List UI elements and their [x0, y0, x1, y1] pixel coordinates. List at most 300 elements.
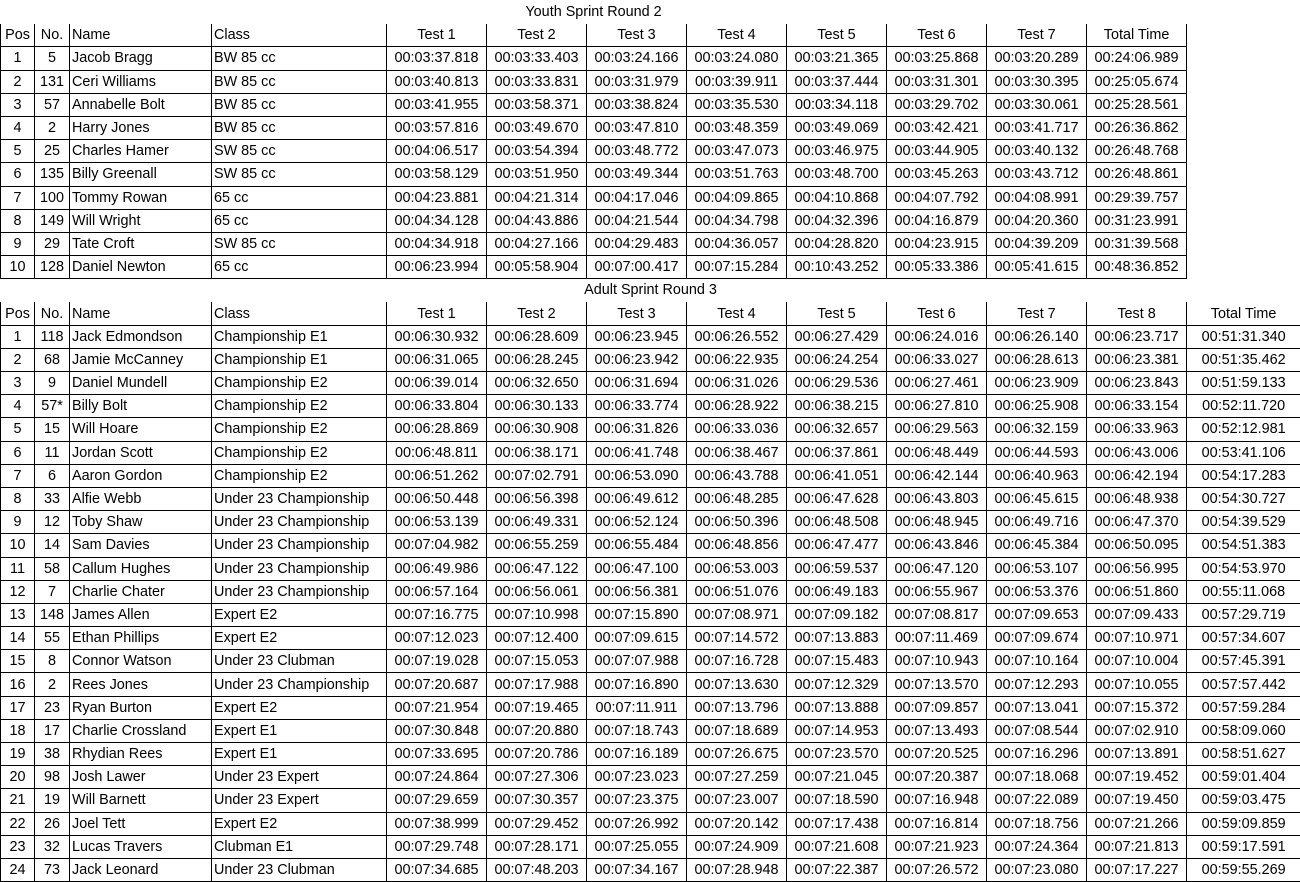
- table-cell: 00:07:07.988: [587, 650, 687, 673]
- table-cell: 00:06:31.694: [587, 372, 687, 395]
- table-cell: 19: [1, 743, 35, 766]
- table-cell: 00:54:39.529: [1187, 511, 1300, 534]
- table-cell: 00:06:43.803: [887, 487, 987, 510]
- table-row: [1, 673, 1300, 696]
- table-cell: 00:07:22.387: [787, 858, 887, 881]
- table-row: [1, 627, 1300, 650]
- table-cell: 00:07:17.227: [1087, 858, 1187, 881]
- table-cell: 00:07:12.023: [387, 627, 487, 650]
- column-header: Test 2: [487, 24, 587, 47]
- table-cell: 00:06:27.810: [887, 395, 987, 418]
- table-row: [1, 348, 1300, 371]
- table-cell: 00:07:13.493: [887, 719, 987, 742]
- table-cell: 00:06:41.051: [787, 464, 887, 487]
- table-cell: 00:06:55.484: [587, 534, 687, 557]
- table-cell: 00:05:33.386: [887, 256, 987, 279]
- table-row: [1, 835, 1300, 858]
- table-cell: 33: [35, 487, 70, 510]
- table-cell: 00:06:48.938: [1087, 487, 1187, 510]
- table-cell: 00:07:38.999: [387, 812, 487, 835]
- column-header: Test 1: [387, 302, 487, 325]
- table-cell: 25: [35, 140, 70, 163]
- empty-cell: [1187, 232, 1300, 255]
- table-cell: 00:03:24.080: [687, 47, 787, 70]
- table-cell: 00:06:30.133: [487, 395, 587, 418]
- column-header: Pos: [1, 24, 35, 47]
- table-cell: 00:07:26.572: [887, 858, 987, 881]
- table-cell: 00:06:31.026: [687, 372, 787, 395]
- table-row: [1, 580, 1300, 603]
- table-cell: 00:03:30.395: [987, 70, 1087, 93]
- table-cell: 00:06:23.994: [387, 256, 487, 279]
- table-row: [1, 163, 1300, 186]
- table-row: [1, 511, 1300, 534]
- table-cell: BW 85 cc: [212, 70, 387, 93]
- table-cell: 00:07:08.971: [687, 603, 787, 626]
- table-cell: 00:06:48.285: [687, 487, 787, 510]
- table-cell: 00:03:49.344: [587, 163, 687, 186]
- table-cell: 00:06:52.124: [587, 511, 687, 534]
- table-cell: Under 23 Clubman: [212, 650, 387, 673]
- table-row: [1, 186, 1300, 209]
- table-cell: 00:07:30.357: [487, 789, 587, 812]
- table-cell: 00:06:47.477: [787, 534, 887, 557]
- table-cell: 00:10:43.252: [787, 256, 887, 279]
- table-cell: 00:07:19.465: [487, 696, 587, 719]
- table-row: [1, 441, 1300, 464]
- table-cell: 00:07:21.923: [887, 835, 987, 858]
- column-header: Test 7: [987, 24, 1087, 47]
- table-cell: 128: [35, 256, 70, 279]
- table-cell: Harry Jones: [70, 116, 212, 139]
- table-cell: 00:06:43.788: [687, 464, 787, 487]
- table-cell: SW 85 cc: [212, 163, 387, 186]
- table-cell: Jacob Bragg: [70, 47, 212, 70]
- table-cell: Expert E2: [212, 812, 387, 835]
- table-cell: 00:59:03.475: [1187, 789, 1300, 812]
- column-header: Pos: [1, 302, 35, 325]
- table-cell: Under 23 Championship: [212, 511, 387, 534]
- table-cell: 00:07:16.814: [887, 812, 987, 835]
- table-cell: 00:04:09.865: [687, 186, 787, 209]
- table-cell: 00:06:51.076: [687, 580, 787, 603]
- table-cell: 00:06:47.122: [487, 557, 587, 580]
- table-cell: 00:57:57.442: [1187, 673, 1300, 696]
- table-cell: 00:06:47.370: [1087, 511, 1187, 534]
- table-cell: 00:07:23.570: [787, 743, 887, 766]
- table-cell: 17: [1, 696, 35, 719]
- table-cell: 00:06:51.860: [1087, 580, 1187, 603]
- table-cell: 00:06:43.006: [1087, 441, 1187, 464]
- table-cell: 8: [35, 650, 70, 673]
- table-cell: 00:54:51.383: [1187, 534, 1300, 557]
- table-cell: 00:06:43.846: [887, 534, 987, 557]
- table-cell: 00:07:09.615: [587, 627, 687, 650]
- table-cell: 00:03:31.301: [887, 70, 987, 93]
- table-cell: Joel Tett: [70, 812, 212, 835]
- table-cell: 00:04:23.915: [887, 232, 987, 255]
- table-cell: 14: [1, 627, 35, 650]
- table-cell: 00:03:44.905: [887, 140, 987, 163]
- table-cell: 00:04:21.544: [587, 209, 687, 232]
- table-cell: 1: [1, 47, 35, 70]
- table-cell: Expert E2: [212, 696, 387, 719]
- table-cell: 00:04:23.881: [387, 186, 487, 209]
- table-cell: Charles Hamer: [70, 140, 212, 163]
- table-cell: 00:07:16.948: [887, 789, 987, 812]
- table-cell: 00:07:10.055: [1087, 673, 1187, 696]
- table-cell: 00:07:28.948: [687, 858, 787, 881]
- table-cell: Will Hoare: [70, 418, 212, 441]
- column-header: Test 3: [587, 302, 687, 325]
- table-cell: 00:03:33.831: [487, 70, 587, 93]
- table-cell: 00:07:09.653: [987, 603, 1087, 626]
- table-cell: 00:54:53.970: [1187, 557, 1300, 580]
- table-cell: 00:04:34.128: [387, 209, 487, 232]
- table-cell: 00:06:47.100: [587, 557, 687, 580]
- table-cell: 00:04:21.314: [487, 186, 587, 209]
- column-header: Test 8: [1087, 302, 1187, 325]
- table-cell: 16: [1, 673, 35, 696]
- table-cell: 00:06:56.398: [487, 487, 587, 510]
- table-cell: 00:07:23.007: [687, 789, 787, 812]
- table-cell: 00:07:02.910: [1087, 719, 1187, 742]
- table-cell: Ryan Burton: [70, 696, 212, 719]
- table-cell: 00:57:45.391: [1187, 650, 1300, 673]
- table-cell: Charlie Crossland: [70, 719, 212, 742]
- table-cell: 00:31:23.991: [1087, 209, 1187, 232]
- table-cell: Daniel Newton: [70, 256, 212, 279]
- table-cell: Ethan Phillips: [70, 627, 212, 650]
- table-cell: 00:07:13.796: [687, 696, 787, 719]
- table-cell: Jamie McCanney: [70, 348, 212, 371]
- table-cell: Championship E2: [212, 395, 387, 418]
- table-cell: 2: [1, 348, 35, 371]
- table-cell: 00:06:25.908: [987, 395, 1087, 418]
- table-cell: 00:03:47.810: [587, 116, 687, 139]
- table-cell: 00:03:41.717: [987, 116, 1087, 139]
- table-cell: 148: [35, 603, 70, 626]
- table-cell: 11: [1, 557, 35, 580]
- table-cell: 00:03:30.061: [987, 93, 1087, 116]
- column-header: Test 7: [987, 302, 1087, 325]
- table-cell: 00:03:42.421: [887, 116, 987, 139]
- table-cell: 00:07:19.450: [1087, 789, 1187, 812]
- column-header: Test 4: [687, 24, 787, 47]
- table-cell: 12: [35, 511, 70, 534]
- table-cell: 00:06:28.869: [387, 418, 487, 441]
- table-cell: 00:06:28.922: [687, 395, 787, 418]
- table-cell: 00:07:15.372: [1087, 696, 1187, 719]
- table-cell: 6: [35, 464, 70, 487]
- table-cell: 00:06:50.396: [687, 511, 787, 534]
- table-cell: 00:07:20.880: [487, 719, 587, 742]
- table-cell: 15: [1, 650, 35, 673]
- table-cell: 00:06:44.593: [987, 441, 1087, 464]
- column-header: Test 4: [687, 302, 787, 325]
- youth-header-row: [1, 24, 1300, 47]
- table-cell: 00:07:10.004: [1087, 650, 1187, 673]
- table-cell: Aaron Gordon: [70, 464, 212, 487]
- table-cell: 00:07:14.953: [787, 719, 887, 742]
- column-header: Test 5: [787, 302, 887, 325]
- table-cell: 00:07:18.068: [987, 766, 1087, 789]
- table-cell: 00:04:27.166: [487, 232, 587, 255]
- table-cell: 98: [35, 766, 70, 789]
- table-cell: 00:04:43.886: [487, 209, 587, 232]
- table-cell: 00:07:18.756: [987, 812, 1087, 835]
- table-cell: 00:03:40.132: [987, 140, 1087, 163]
- table-cell: 00:07:33.695: [387, 743, 487, 766]
- table-cell: 00:06:55.967: [887, 580, 987, 603]
- table-cell: 00:06:50.095: [1087, 534, 1187, 557]
- table-cell: 00:07:10.943: [887, 650, 987, 673]
- table-cell: 00:06:38.171: [487, 441, 587, 464]
- empty-cell: [1187, 70, 1300, 93]
- table-row: [1, 209, 1300, 232]
- table-cell: Toby Shaw: [70, 511, 212, 534]
- table-cell: 00:06:22.935: [687, 348, 787, 371]
- table-row: [1, 696, 1300, 719]
- table-row: [1, 766, 1300, 789]
- column-header: Total Time: [1087, 24, 1187, 47]
- table-cell: 00:03:57.816: [387, 116, 487, 139]
- table-cell: BW 85 cc: [212, 116, 387, 139]
- column-header: Test 1: [387, 24, 487, 47]
- table-cell: 00:07:34.685: [387, 858, 487, 881]
- table-cell: 12: [1, 580, 35, 603]
- table-cell: 00:07:16.775: [387, 603, 487, 626]
- table-row: [1, 487, 1300, 510]
- table-cell: 00:06:48.945: [887, 511, 987, 534]
- table-cell: 00:07:02.791: [487, 464, 587, 487]
- table-cell: Will Barnett: [70, 789, 212, 812]
- table-cell: 00:07:21.954: [387, 696, 487, 719]
- table-cell: 1: [1, 325, 35, 348]
- table-cell: Championship E2: [212, 464, 387, 487]
- table-row: [1, 93, 1300, 116]
- table-cell: 00:04:28.820: [787, 232, 887, 255]
- table-cell: 00:51:59.133: [1187, 372, 1300, 395]
- table-cell: 00:06:45.615: [987, 487, 1087, 510]
- table-cell: 00:07:15.483: [787, 650, 887, 673]
- table-cell: Under 23 Clubman: [212, 858, 387, 881]
- table-cell: 00:06:47.120: [887, 557, 987, 580]
- table-cell: 00:07:17.438: [787, 812, 887, 835]
- table-cell: 00:07:16.728: [687, 650, 787, 673]
- table-cell: 00:04:07.792: [887, 186, 987, 209]
- table-cell: 00:26:48.768: [1087, 140, 1187, 163]
- table-cell: 00:03:45.263: [887, 163, 987, 186]
- empty-cell: [1187, 163, 1300, 186]
- table-cell: 00:03:37.444: [787, 70, 887, 93]
- table-cell: Daniel Mundell: [70, 372, 212, 395]
- table-cell: 55: [35, 627, 70, 650]
- table-cell: 00:59:09.859: [1187, 812, 1300, 835]
- table-cell: 00:06:38.215: [787, 395, 887, 418]
- empty-cell: [1187, 1, 1300, 24]
- table-cell: 00:07:10.164: [987, 650, 1087, 673]
- table-cell: 00:03:48.772: [587, 140, 687, 163]
- table-cell: 00:03:39.911: [687, 70, 787, 93]
- table-cell: 00:52:12.981: [1187, 418, 1300, 441]
- table-cell: 00:06:48.508: [787, 511, 887, 534]
- adult-title-row: [1, 279, 1300, 302]
- table-cell: 00:03:33.403: [487, 47, 587, 70]
- table-cell: 00:04:08.991: [987, 186, 1087, 209]
- table-row: [1, 116, 1300, 139]
- table-cell: Under 23 Championship: [212, 673, 387, 696]
- table-cell: 00:07:12.329: [787, 673, 887, 696]
- table-cell: 00:07:00.417: [587, 256, 687, 279]
- table-cell: Championship E2: [212, 372, 387, 395]
- table-cell: 00:03:31.979: [587, 70, 687, 93]
- table-cell: Expert E2: [212, 627, 387, 650]
- table-cell: 00:07:28.171: [487, 835, 587, 858]
- adult-section-title: Adult Sprint Round 3: [1, 279, 1300, 302]
- table-row: [1, 789, 1300, 812]
- table-cell: 73: [35, 858, 70, 881]
- table-row: [1, 47, 1300, 70]
- table-cell: 00:07:13.570: [887, 673, 987, 696]
- table-cell: 131: [35, 70, 70, 93]
- table-cell: 00:07:29.748: [387, 835, 487, 858]
- table-cell: Connor Watson: [70, 650, 212, 673]
- table-cell: 11: [35, 441, 70, 464]
- table-cell: 00:07:13.883: [787, 627, 887, 650]
- table-cell: 00:06:56.995: [1087, 557, 1187, 580]
- table-cell: 00:03:46.975: [787, 140, 887, 163]
- column-header: No.: [35, 24, 70, 47]
- table-cell: 00:05:41.615: [987, 256, 1087, 279]
- table-cell: 8: [1, 209, 35, 232]
- table-cell: 24: [1, 858, 35, 881]
- table-cell: 6: [1, 441, 35, 464]
- table-cell: Billy Bolt: [70, 395, 212, 418]
- table-cell: 00:25:28.561: [1087, 93, 1187, 116]
- table-cell: 00:06:49.331: [487, 511, 587, 534]
- table-cell: Annabelle Bolt: [70, 93, 212, 116]
- table-cell: 00:24:06.989: [1087, 47, 1187, 70]
- table-cell: 9: [1, 232, 35, 255]
- column-header: Total Time: [1187, 302, 1300, 325]
- table-cell: 00:57:59.284: [1187, 696, 1300, 719]
- table-cell: Josh Lawer: [70, 766, 212, 789]
- table-cell: 00:03:48.700: [787, 163, 887, 186]
- table-cell: 00:06:28.245: [487, 348, 587, 371]
- table-cell: 00:06:31.826: [587, 418, 687, 441]
- table-cell: Clubman E1: [212, 835, 387, 858]
- table-cell: BW 85 cc: [212, 47, 387, 70]
- table-cell: Under 23 Championship: [212, 580, 387, 603]
- table-cell: 14: [35, 534, 70, 557]
- table-cell: 00:03:24.166: [587, 47, 687, 70]
- table-cell: 00:07:15.053: [487, 650, 587, 673]
- table-row: [1, 232, 1300, 255]
- table-cell: 00:07:48.203: [487, 858, 587, 881]
- table-cell: 00:07:30.848: [387, 719, 487, 742]
- table-cell: 00:51:31.340: [1187, 325, 1300, 348]
- column-header: Test 6: [887, 302, 987, 325]
- table-cell: 00:07:16.189: [587, 743, 687, 766]
- table-cell: 00:06:57.164: [387, 580, 487, 603]
- table-row: [1, 812, 1300, 835]
- table-cell: 23: [35, 696, 70, 719]
- table-cell: 00:03:49.670: [487, 116, 587, 139]
- table-cell: 100: [35, 186, 70, 209]
- table-cell: 00:07:20.687: [387, 673, 487, 696]
- table-cell: 65 cc: [212, 209, 387, 232]
- table-cell: 00:03:21.365: [787, 47, 887, 70]
- table-cell: 00:03:51.763: [687, 163, 787, 186]
- table-cell: Callum Hughes: [70, 557, 212, 580]
- table-cell: 00:07:21.608: [787, 835, 887, 858]
- column-header: No.: [35, 302, 70, 325]
- table-row: [1, 603, 1300, 626]
- table-cell: 00:06:59.537: [787, 557, 887, 580]
- table-cell: 00:06:33.154: [1087, 395, 1187, 418]
- table-cell: 00:48:36.852: [1087, 256, 1187, 279]
- table-cell: 00:54:30.727: [1187, 487, 1300, 510]
- table-cell: 00:07:18.689: [687, 719, 787, 742]
- table-cell: 00:06:42.144: [887, 464, 987, 487]
- table-cell: 00:07:09.433: [1087, 603, 1187, 626]
- table-cell: 00:07:22.089: [987, 789, 1087, 812]
- table-cell: 00:07:09.857: [887, 696, 987, 719]
- table-cell: 00:07:08.817: [887, 603, 987, 626]
- table-cell: 00:06:49.986: [387, 557, 487, 580]
- table-cell: 00:53:41.106: [1187, 441, 1300, 464]
- table-cell: 3: [1, 372, 35, 395]
- empty-cell: [1187, 186, 1300, 209]
- table-cell: 00:06:49.183: [787, 580, 887, 603]
- table-cell: 00:03:41.955: [387, 93, 487, 116]
- table-cell: 00:57:29.719: [1187, 603, 1300, 626]
- table-cell: 00:06:23.942: [587, 348, 687, 371]
- table-cell: Under 23 Championship: [212, 534, 387, 557]
- table-cell: 00:07:24.364: [987, 835, 1087, 858]
- table-cell: 00:06:56.381: [587, 580, 687, 603]
- table-cell: 00:04:34.918: [387, 232, 487, 255]
- table-row: [1, 256, 1300, 279]
- table-cell: 00:06:40.963: [987, 464, 1087, 487]
- table-cell: 00:06:33.774: [587, 395, 687, 418]
- table-cell: 2: [35, 116, 70, 139]
- table-cell: 00:26:36.862: [1087, 116, 1187, 139]
- table-cell: 00:03:34.118: [787, 93, 887, 116]
- table-cell: 00:06:49.612: [587, 487, 687, 510]
- table-cell: Lucas Travers: [70, 835, 212, 858]
- table-cell: 00:06:23.945: [587, 325, 687, 348]
- column-header: Class: [212, 302, 387, 325]
- table-cell: Championship E1: [212, 348, 387, 371]
- table-cell: 00:07:19.452: [1087, 766, 1187, 789]
- table-cell: BW 85 cc: [212, 93, 387, 116]
- table-cell: Jack Edmondson: [70, 325, 212, 348]
- table-cell: 10: [1, 256, 35, 279]
- table-cell: 00:07:25.055: [587, 835, 687, 858]
- table-cell: 00:06:48.449: [887, 441, 987, 464]
- table-cell: SW 85 cc: [212, 232, 387, 255]
- table-cell: 00:06:24.016: [887, 325, 987, 348]
- table-cell: 10: [1, 534, 35, 557]
- table-cell: 00:06:38.467: [687, 441, 787, 464]
- table-cell: 00:07:23.375: [587, 789, 687, 812]
- table-cell: 00:07:24.864: [387, 766, 487, 789]
- table-cell: 22: [1, 812, 35, 835]
- table-cell: 29: [35, 232, 70, 255]
- table-cell: 00:07:04.982: [387, 534, 487, 557]
